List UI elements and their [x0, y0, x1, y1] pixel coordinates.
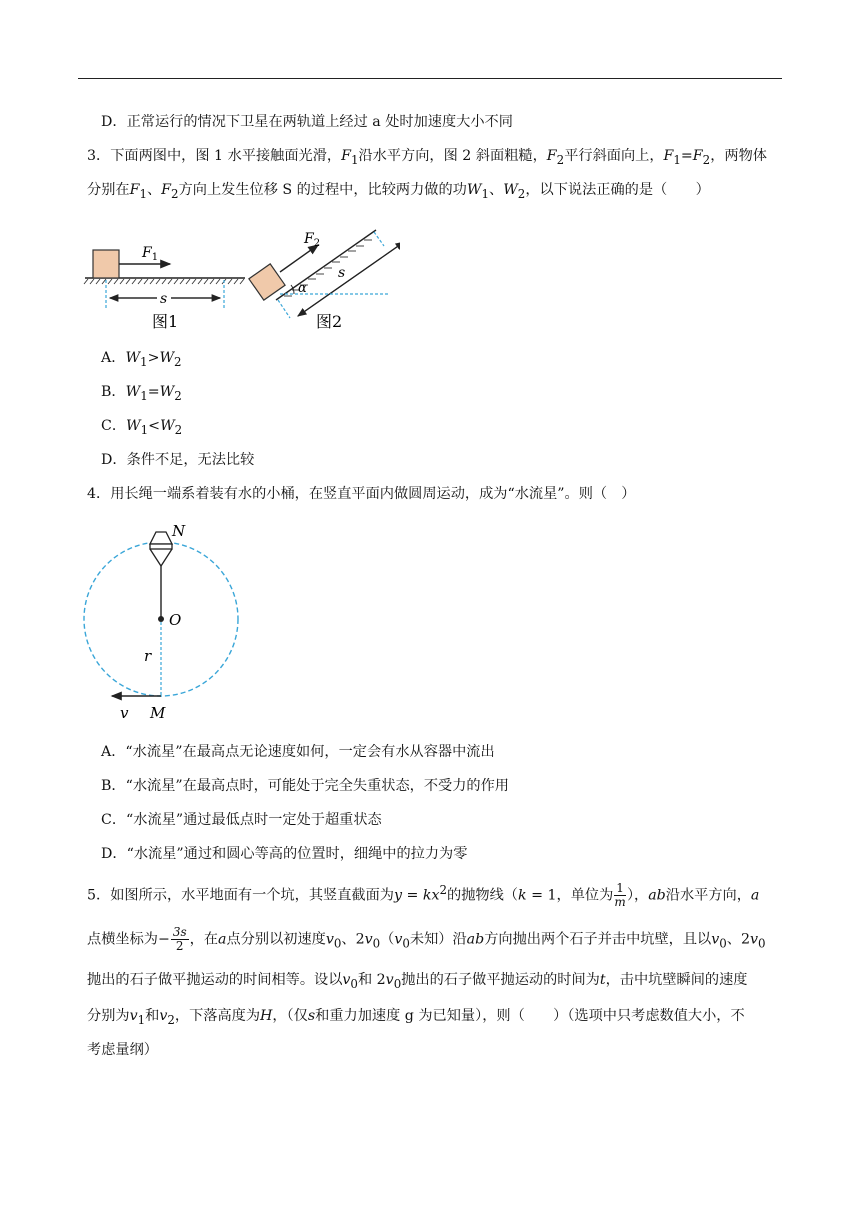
fig2-alpha-label: α — [298, 281, 307, 296]
block-2 — [249, 264, 285, 300]
q5-line1: 5．如图所示，水平地面有一个坑，其竖直截面为$y = kx^2$的抛物线（k = 1，单位为 $\frac{1}{m}$ ），ab沿水平方向，a — [87, 881, 760, 910]
fig-F1-label: $F_1$ — [142, 245, 159, 263]
q3-option-b: B．$W_1=W_2$ — [101, 384, 182, 403]
block-1 — [93, 250, 119, 278]
q5-line5: 考虑量纲） — [87, 1042, 158, 1058]
fig2-caption: 图2 — [316, 312, 343, 331]
q5-line4: 分别为$v_1$和$v_2$，下落高度为H，（仅s和重力加速度 g 为已知量），则（ ）（选项中只考虑数值大小，不 — [87, 1008, 745, 1027]
q3-option-a: A．$W_1>W_2$ — [101, 350, 182, 369]
q3-option-d: D．条件不足，无法比较 — [101, 452, 255, 468]
fig-v-label: v — [120, 704, 129, 722]
q4-option-c: C．“水流星”通过最低点时一定处于超重状态 — [101, 812, 382, 828]
q5-line3: 抛出的石子做平抛运动的时间相等。设以$v_0$和 $2v_0$抛出的石子做平抛运动的时间为t，击中坑壁瞬间的速度 — [87, 972, 748, 991]
header-rule — [78, 78, 782, 79]
q4-figure — [80, 518, 260, 724]
coord-fraction: $\frac{3s}{2}$ — [172, 925, 187, 953]
q3-figure — [80, 222, 400, 334]
fig-M-label: M — [150, 704, 166, 722]
figure-1 — [84, 245, 245, 331]
q3-stem-line1: 3．下面两图中，图 1 水平接触面光滑，$F_1$沿水平方向，图 2 斜面粗糙，$F_2$平行斜面向上，$F_1=F_2$，两物体 — [87, 148, 767, 167]
fig-N-label: N — [172, 522, 186, 540]
figure-2 — [249, 230, 400, 331]
fig1-s-label: s — [160, 291, 168, 307]
fig1-caption: 图1 — [152, 312, 179, 331]
fig2-s-label: s — [338, 265, 346, 281]
q4-option-d: D．“水流星”通过和圆心等高的位置时，细绳中的拉力为零 — [101, 846, 468, 862]
q3-option-c: C．$W_1<W_2$ — [101, 418, 183, 437]
fig-O-label: O — [169, 611, 182, 629]
q2-option-d: D．正常运行的情况下卫星在两轨道上经过 a 处时加速度大小不同 — [101, 114, 513, 130]
unit-fraction: $\frac{1}{m}$ — [614, 881, 626, 910]
fig-F2-label: $F_2$ — [304, 231, 321, 249]
q4-option-b: B．“水流星”在最高点时，可能处于完全失重状态，不受力的作用 — [101, 778, 509, 794]
q3-stem-line2: 分别在$F_1$、$F_2$方向上发生位移 S 的过程中，比较两力做的功$W_1$、$W_2$，以下说法正确的是（ ） — [87, 182, 710, 201]
bucket-shape — [150, 532, 172, 566]
q5-line2: 点横坐标为− $\frac{3s}{2}$ ，在a点分别以初速度$v_0$、$2v_0(v_0$未知）沿ab方向抛出两个石子并击中坑壁，且以$v_0$、$2v_0$ — [87, 925, 766, 953]
q4-option-a: A．“水流星”在最高点无论速度如何，一定会有水从容器中流出 — [101, 744, 495, 760]
q4-stem: 4．用长绳一端系着装有水的小桶，在竖直平面内做圆周运动，成为“水流星”。则（ ） — [87, 486, 636, 502]
fig-r-label: r — [144, 647, 152, 665]
